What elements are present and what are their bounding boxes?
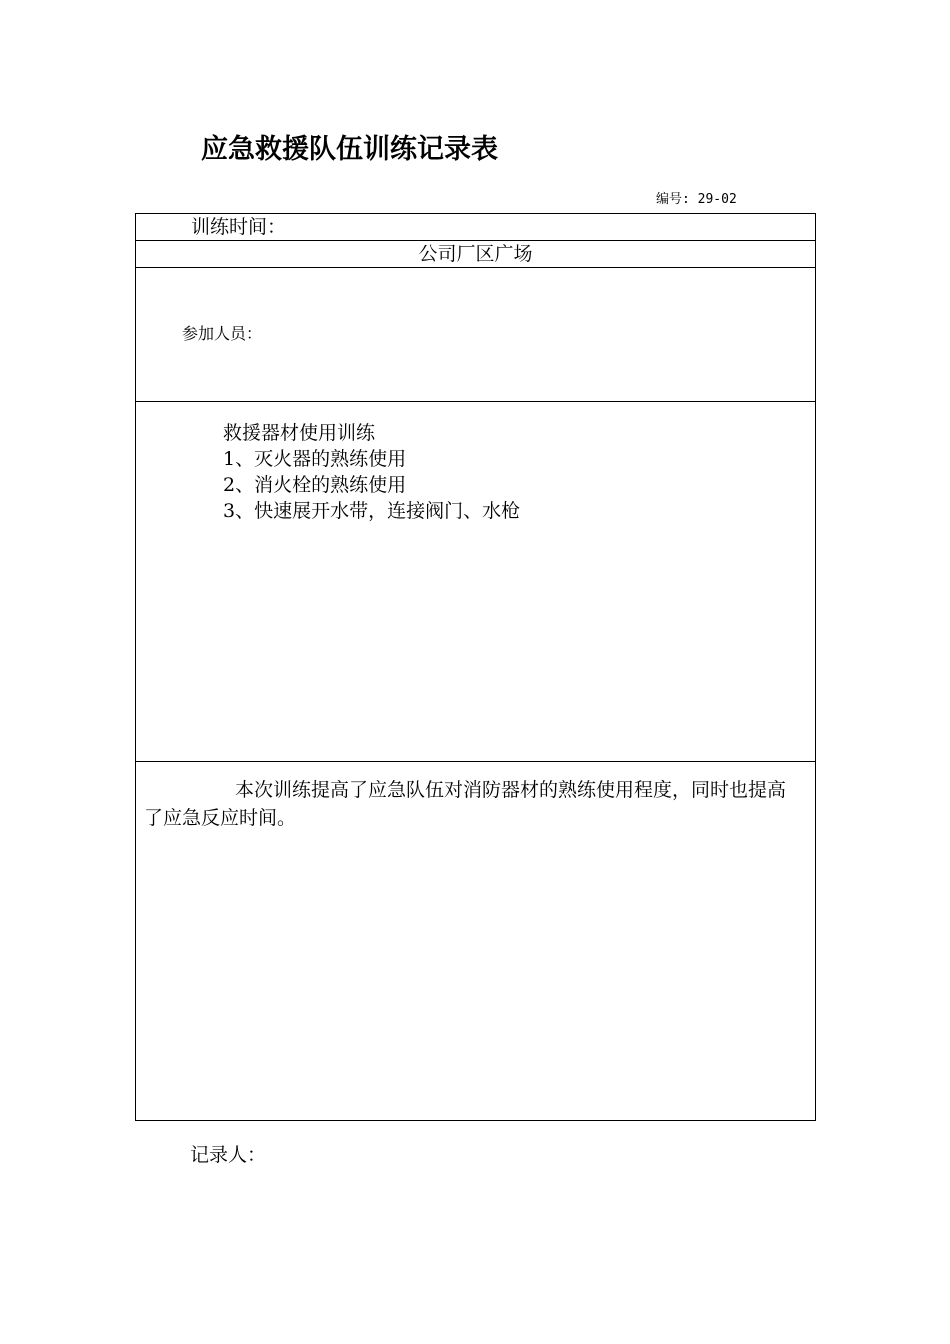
training-time-row xyxy=(136,214,816,241)
training-time-label: 训练时间： xyxy=(191,216,287,238)
evaluation-row xyxy=(136,762,816,1121)
page-title: 应急救援队伍训练记录表 xyxy=(201,134,498,165)
location-text: 公司厂区广场 xyxy=(418,243,533,265)
evaluation-cell xyxy=(136,762,816,1121)
training-content-row xyxy=(136,402,816,762)
training-item: 2、消火栓的熟练使用 xyxy=(223,474,407,496)
participants-cell xyxy=(136,268,816,402)
document-number: 编号: 29-02 xyxy=(656,192,737,207)
evaluation-text: 本次训练提高了应急队伍对消防器材的熟练使用程度，同时也提高了应急反应时间。 xyxy=(144,779,787,829)
training-time-cell xyxy=(136,214,816,241)
training-item: 1、灭火器的熟练使用 xyxy=(223,448,407,470)
training-item: 3、快速展开水带，连接阀门、水枪 xyxy=(223,500,521,522)
training-content-cell xyxy=(136,402,816,762)
participants-row xyxy=(136,268,816,402)
location-row xyxy=(136,241,816,268)
recorder-label: 记录人： xyxy=(190,1144,267,1166)
training-record-table xyxy=(135,213,816,1121)
participants-label: 参加人员： xyxy=(182,324,263,343)
training-content-heading: 救援器材使用训练 xyxy=(223,422,376,444)
location-cell xyxy=(136,241,816,268)
training-content xyxy=(136,402,815,524)
